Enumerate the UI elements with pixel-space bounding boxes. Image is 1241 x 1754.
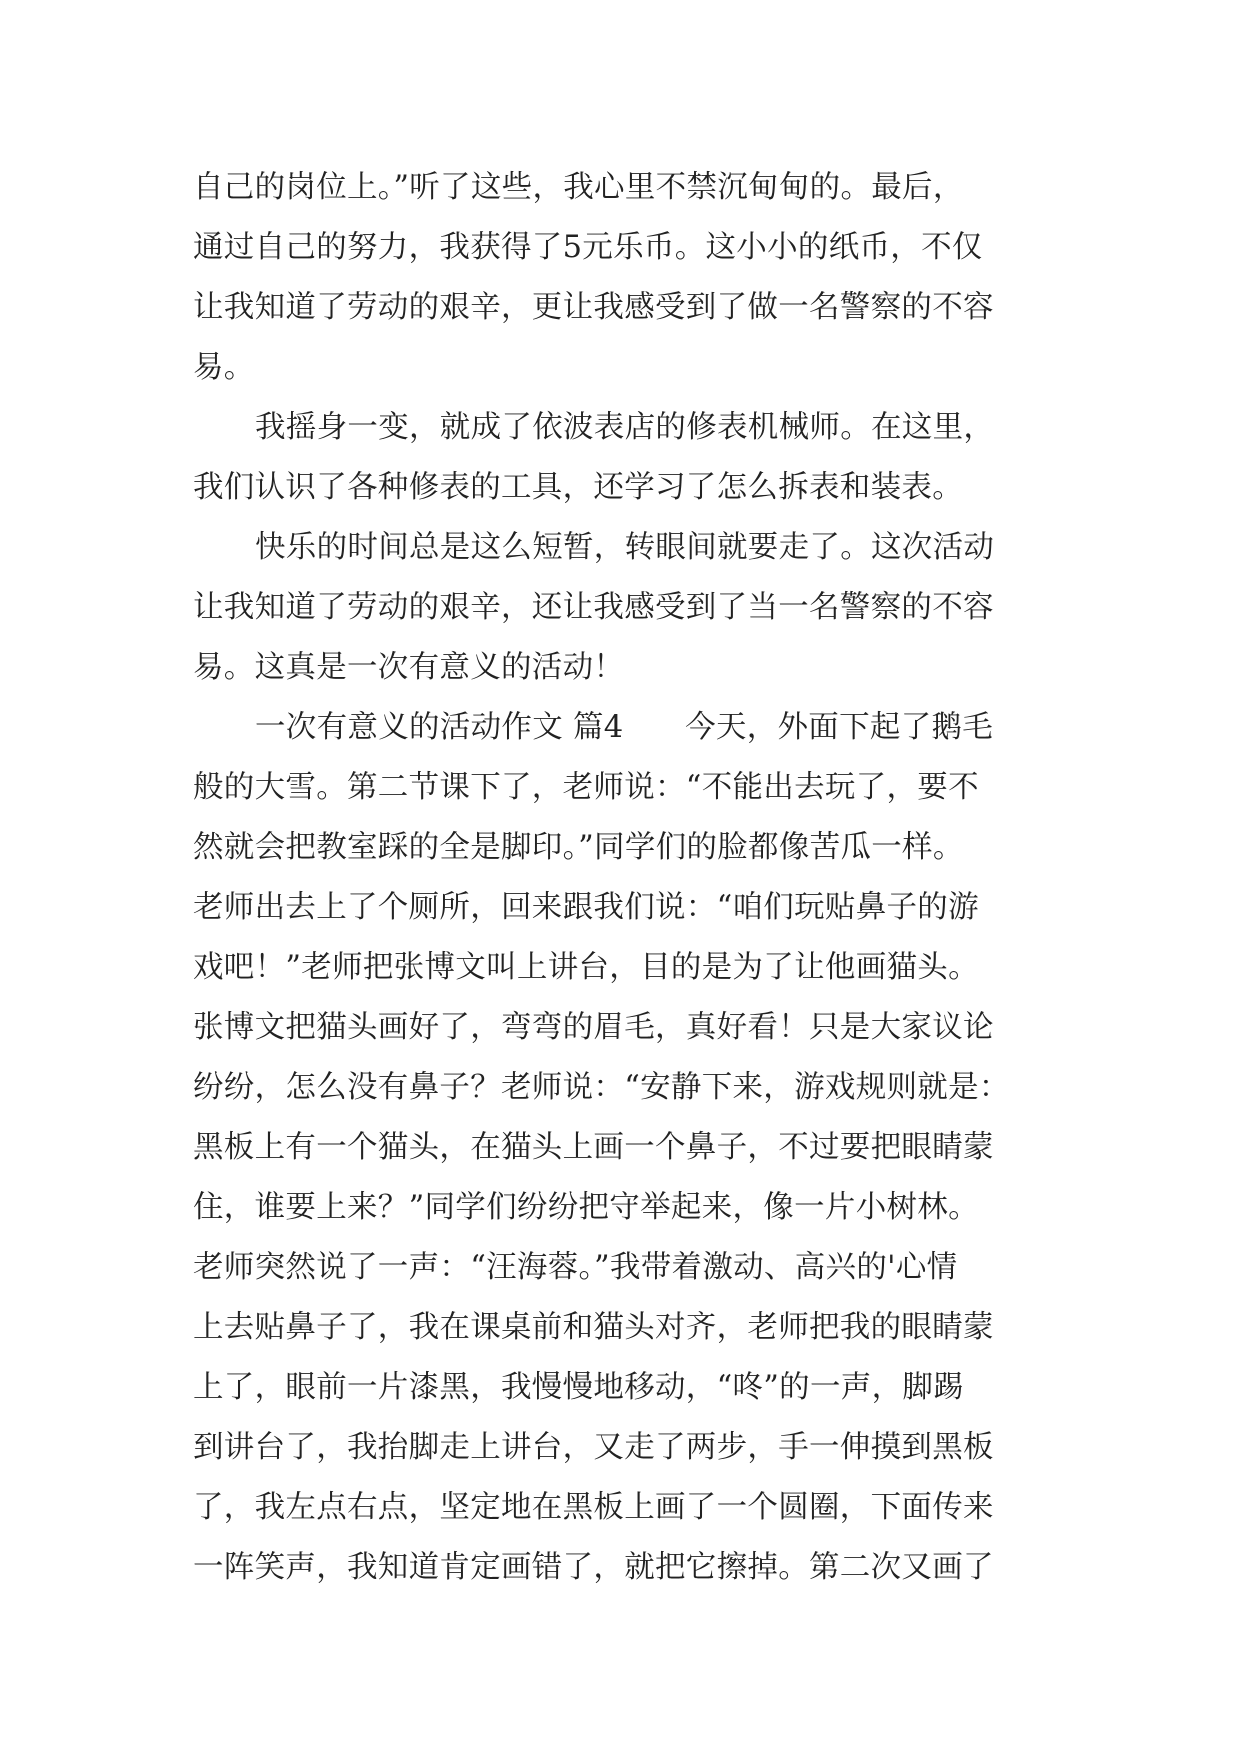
text-line: 一阵笑声，我知道肯定画错了，就把它擦掉。第二次又画了 <box>193 1550 994 1585</box>
text-line: 自己的岗位上。”听了这些，我心里不禁沉甸甸的。最后， <box>193 170 964 205</box>
text-line: 老师出去上了个厕所，回来跟我们说：“咱们玩贴鼻子的游 <box>193 890 979 925</box>
text-line: 易。 <box>193 350 255 385</box>
text-line: 住，谁要上来？”同学们纷纷把守举起来，像一片小树林。 <box>193 1190 979 1225</box>
text-line: 通过自己的努力，我获得了5元乐币。这小小的纸币，不仅 <box>193 230 983 265</box>
document-body <box>193 158 1053 1598</box>
text-line: 让我知道了劳动的艰辛，还让我感受到了当一名警察的不容 <box>193 590 994 625</box>
text-line: 上去贴鼻子了，我在课桌前和猫头对齐，老师把我的眼睛蒙 <box>193 1310 994 1345</box>
text-line: 戏吧！”老师把张博文叫上讲台，目的是为了让他画猫头。 <box>193 950 979 985</box>
text-line: 一次有意义的活动作文 篇4 今天，外面下起了鹅毛 <box>255 710 994 745</box>
text-line: 我摇身一变，就成了依波表店的修表机械师。在这里， <box>255 410 995 445</box>
text-line: 黑板上有一个猫头，在猫头上画一个鼻子，不过要把眼睛蒙 <box>193 1130 994 1165</box>
text-line: 老师突然说了一声：“汪海蓉。”我带着激动、高兴的'心情 <box>193 1250 958 1285</box>
text-line: 然就会把教室踩的全是脚印。”同学们的脸都像苦瓜一样。 <box>193 830 964 865</box>
text-line: 张博文把猫头画好了，弯弯的眉毛，真好看！只是大家议论 <box>193 1010 994 1045</box>
text-line: 般的大雪。第二节课下了，老师说：“不能出去玩了，要不 <box>193 770 979 805</box>
text-line: 快乐的时间总是这么短暂，转眼间就要走了。这次活动 <box>255 530 995 565</box>
text-line: 纷纷，怎么没有鼻子？老师说：“安静下来，游戏规则就是： <box>193 1070 1010 1105</box>
text-line: 到讲台了，我抬脚走上讲台，又走了两步，手一伸摸到黑板 <box>193 1430 994 1465</box>
text-line: 上了，眼前一片漆黑，我慢慢地移动，“咚”的一声，脚踢 <box>193 1370 964 1405</box>
text-line: 我们认识了各种修表的工具，还学习了怎么拆表和装表。 <box>193 470 963 505</box>
text-line: 易。这真是一次有意义的活动！ <box>193 650 625 685</box>
text-line: 了，我左点右点，坚定地在黑板上画了一个圆圈，下面传来 <box>193 1490 994 1525</box>
text-line: 让我知道了劳动的艰辛，更让我感受到了做一名警察的不容 <box>193 290 994 325</box>
